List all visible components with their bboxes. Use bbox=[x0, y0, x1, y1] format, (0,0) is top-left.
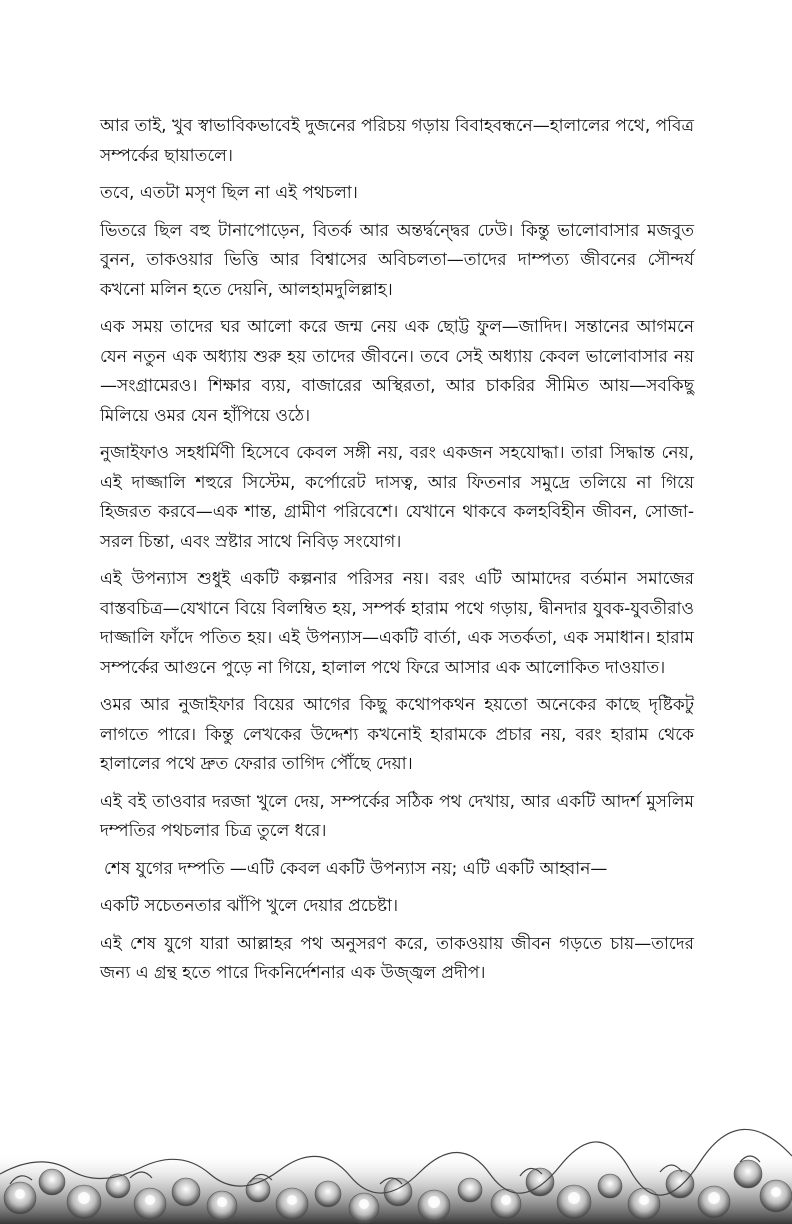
page-body bbox=[100, 112, 694, 997]
paragraph-9: শেষ যুগের দম্পতি —এটি কেবল একটি উপন্যাস নয়; এটি একটি আহ্বান— bbox=[104, 858, 608, 879]
paragraph-3: ভিতরে ছিল বহু টানাপোড়েন, বিতর্ক আর অন্তর্দ্বন্দ্বের ঢেউ। কিন্তু ভালোবাসার মজবুত বুনন, তাকওয়ার ভিত্তি আর বিশ্বাসের অবিচলতা—তাদের দাম্পত্য জীবনের সৌন্দর্য কখনো মলিন হতে দেয়নি, আলহামদুলিল্লাহ। bbox=[100, 220, 694, 300]
floral-border-decoration bbox=[0, 1112, 792, 1224]
paragraph-2: তবে, এতটা মসৃণ ছিল না এই পথচলা। bbox=[100, 183, 358, 203]
paragraph-6: এই উপন্যাস শুধুই একটি কল্পনার পরিসর নয়। বরং এটি আমাদের বর্তমান সমাজের বাস্তবচিত্র—যেখানে বিয়ে বিলম্বিত হয়, সম্পর্ক হারাম পথে গড়ায়, দ্বীনদার যুবক-যুবতীরাও দাজ্জালি ফাঁদে পতিত হয়। এই উপন্যাস—একটি বার্তা, এক সতর্কতা, এক সমাধান। হারাম সম্পর্কের আগুনে পুড়ে না গিয়ে, হালাল পথে ফিরে আসার এক আলোকিত দাওয়াত। bbox=[100, 569, 694, 678]
paragraph-8: এই বই তাওবার দরজা খুলে দেয়, সম্পর্কের সঠিক পথ দেখায়, আর একটি আদর্শ মুসলিম দম্পতির পথচলার চিত্র তুলে ধরে। bbox=[100, 791, 694, 841]
paragraph-7: ওমর আর নুজাইফার বিয়ের আগের কিছু কথোপকথন হয়তো অনেকের কাছে দৃষ্টিকটু লাগতে পারে। কিন্তু লেখকের উদ্দেশ্য কখনোই হারামকে প্রচার নয়, বরং হারাম থেকে হালালের পথে দ্রুত ফেরার তাগিদ পৌঁছে দেয়া। bbox=[100, 695, 694, 774]
paragraph-11: এই শেষ যুগে যারা আল্লাহর পথ অনুসরণ করে, তাকওয়ায় জীবন গড়তে চায়—তাদের জন্য এ গ্রন্থ হতে পারে দিকনির্দেশনার এক উজ্জ্বল প্রদীপ। bbox=[100, 933, 694, 983]
paragraph-4: এক সময় তাদের ঘর আলো করে জন্ম নেয় এক ছোট্ট ফুল—জাদিদ। সন্তানের আগমনে যেন নতুন এক অধ্যায় শুরু হয় তাদের জীবনে। তবে সেই অধ্যায় কেবল ভালোবাসার নয়—সংগ্রামেরও। শিক্ষার ব্যয়, বাজারের অস্থিরতা, আর চাকরির সীমিত আয়—সবকিছু মিলিয়ে ওমর যেন হাঁপিয়ে ওঠে। bbox=[100, 317, 694, 426]
paragraph-5: নুজাইফাও সহধর্মিণী হিসেবে কেবল সঙ্গী নয়, বরং একজন সহযোদ্ধা। তারা সিদ্ধান্ত নেয়, এই দাজ্জালি শহুরে সিস্টেম, কর্পোরেট দাসত্ব, আর ফিতনার সমুদ্রে তলিয়ে না গিয়ে হিজরত করবে—এক শান্ত, গ্রামীণ পরিবেশে। যেখানে থাকবে কলহবিহীন জীবন, সোজা-সরল চিন্তা, এবং স্রষ্টার সাথে নিবিড় সংযোগ। bbox=[100, 443, 694, 552]
paragraph-1: আর তাই, খুব স্বাভাবিকভাবেই দুজনের পরিচয় গড়ায় বিবাহবন্ধনে—হালালের পথে, পবিত্র সম্পর্কের ছায়াতলে। bbox=[100, 116, 694, 166]
paragraph-10: একটি সচেতনতার ঝাঁপি খুলে দেয়ার প্রচেষ্টা। bbox=[100, 896, 399, 916]
